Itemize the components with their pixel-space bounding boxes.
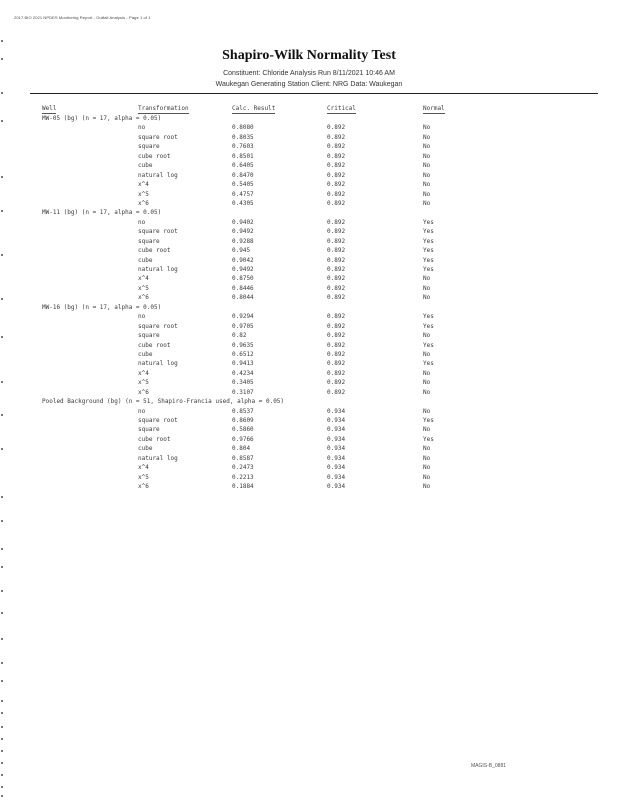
normal-cell: Yes	[423, 218, 434, 226]
table-row	[0, 274, 618, 283]
calculated-cell: 0.7603	[232, 143, 254, 151]
calculated-cell: 0.9635	[232, 341, 254, 349]
transformation-cell: x^5	[138, 190, 149, 198]
calculated-cell: 0.4757	[232, 190, 254, 198]
table-row	[0, 359, 618, 368]
critical-cell: 0.892	[327, 171, 346, 179]
calculated-cell: 0.1884	[232, 483, 254, 491]
calculated-cell: 0.8044	[232, 294, 254, 302]
table-row	[0, 369, 618, 378]
calculated-cell: 0.5405	[232, 181, 254, 189]
running-header: 2017 BIO 2021 NPDES Monitoring Report - Outfall Analysis - Page 1 of 1	[14, 15, 151, 20]
critical-cell: 0.892	[327, 124, 346, 132]
calculated-cell: 0.9042	[232, 256, 254, 264]
table-row	[0, 454, 618, 463]
critical-cell: 0.934	[327, 435, 346, 443]
calculated-cell: 0.3107	[232, 388, 254, 396]
critical-cell: 0.892	[327, 322, 346, 330]
calculated-cell: 0.9766	[232, 435, 254, 443]
well-group-label: MW-05 (bg) (n = 17, alpha = 0.05)	[42, 115, 162, 122]
table-row	[0, 256, 618, 265]
critical-cell: 0.934	[327, 454, 346, 462]
transformation-cell: no	[138, 313, 146, 321]
normal-cell: No	[423, 124, 431, 132]
transformation-cell: x^4	[138, 464, 149, 472]
critical-cell: 0.892	[327, 388, 346, 396]
critical-cell: 0.934	[327, 464, 346, 472]
normal-cell: Yes	[423, 313, 434, 321]
critical-cell: 0.892	[327, 294, 346, 302]
well-group-row	[0, 397, 618, 406]
table-row	[0, 133, 618, 142]
critical-cell: 0.892	[327, 266, 346, 273]
critical-cell: 0.892	[327, 360, 346, 368]
well-group-label: MW-11 (bg) (n = 17, alpha = 0.05)	[42, 209, 162, 217]
calculated-cell: 0.4305	[232, 199, 254, 207]
critical-cell: 0.892	[327, 350, 346, 358]
critical-cell: 0.934	[327, 426, 346, 434]
table-row	[0, 407, 618, 416]
critical-cell: 0.892	[327, 152, 346, 160]
critical-cell: 0.892	[327, 369, 346, 377]
critical-cell: 0.892	[327, 379, 346, 387]
critical-cell: 0.892	[327, 256, 346, 264]
report-title: Shapiro-Wilk Normality Test	[222, 48, 396, 63]
calculated-cell: 0.9294	[232, 313, 254, 321]
table-row	[0, 473, 618, 482]
normal-cell: No	[423, 171, 431, 179]
critical-cell: 0.892	[327, 181, 346, 189]
table-row	[0, 331, 618, 340]
transformation-cell: cube root	[138, 152, 171, 160]
calculated-cell: 0.804	[232, 445, 251, 453]
critical-cell: 0.892	[327, 228, 346, 236]
well-group-row	[0, 114, 618, 123]
critical-cell: 0.892	[327, 313, 346, 321]
transformation-cell: natural log	[138, 454, 178, 462]
normal-cell: No	[423, 379, 431, 387]
table-row	[0, 246, 618, 255]
table-header	[0, 104, 618, 114]
transformation-cell: no	[138, 124, 146, 132]
table-row	[0, 161, 618, 170]
transformation-cell: x^5	[138, 379, 149, 387]
normal-cell: Yes	[423, 247, 434, 255]
transformation-cell: natural log	[138, 266, 178, 273]
transformation-cell: x^5	[138, 284, 149, 292]
critical-cell: 0.934	[327, 445, 346, 453]
report-subtitle-site: Waukegan Generating Station Client: NRG Data: Waukegan	[215, 81, 403, 88]
critical-cell: 0.934	[327, 473, 346, 481]
calculated-cell: 0.6405	[232, 162, 254, 170]
calculated-cell: 0.9402	[232, 218, 254, 226]
normal-cell: No	[423, 162, 431, 170]
well-group-row	[0, 208, 618, 217]
column-header-transformation: Transformation	[138, 105, 189, 112]
normal-cell: No	[423, 181, 431, 189]
normal-cell: Yes	[423, 341, 434, 349]
calculated-cell: 0.2473	[232, 464, 254, 472]
critical-cell: 0.892	[327, 237, 346, 245]
table-row	[0, 312, 618, 321]
critical-cell: 0.892	[327, 190, 346, 198]
calculated-cell: 0.9288	[232, 237, 254, 245]
normal-cell: No	[423, 483, 431, 491]
transformation-cell: no	[138, 218, 146, 226]
table-row	[0, 444, 618, 453]
table-row	[0, 265, 618, 274]
calculated-cell: 0.9492	[232, 266, 254, 273]
calculated-cell: 0.8750	[232, 275, 254, 283]
table-row	[0, 152, 618, 161]
well-group-row	[0, 303, 618, 312]
calculated-cell: 0.9413	[232, 360, 254, 368]
transformation-cell: x^6	[138, 199, 149, 207]
well-group-label: MW-16 (bg) (n = 17, alpha = 0.05)	[42, 303, 162, 311]
calculated-cell: 0.8587	[232, 454, 254, 462]
critical-cell: 0.892	[327, 143, 346, 151]
transformation-cell: square	[138, 426, 160, 434]
transformation-cell: x^4	[138, 275, 149, 283]
normal-cell: No	[423, 473, 431, 481]
normal-cell: No	[423, 445, 431, 453]
calculated-cell: 0.8446	[232, 284, 254, 292]
normal-cell: Yes	[423, 228, 434, 236]
normal-cell: Yes	[423, 435, 434, 443]
normal-cell: No	[423, 407, 431, 415]
transformation-cell: square root	[138, 228, 178, 236]
table-row	[0, 322, 618, 331]
transformation-cell: square root	[138, 417, 178, 424]
results-table	[0, 104, 618, 492]
calculated-cell: 0.3405	[232, 379, 254, 387]
transformation-cell: x^4	[138, 181, 149, 189]
transformation-cell: no	[138, 407, 146, 415]
normal-cell: No	[423, 284, 431, 292]
critical-cell: 0.892	[327, 341, 346, 349]
table-row	[0, 341, 618, 350]
calculated-cell: 0.9492	[232, 228, 254, 236]
normal-cell: No	[423, 199, 431, 207]
normal-cell: Yes	[423, 256, 434, 264]
critical-cell: 0.892	[327, 284, 346, 292]
table-row	[0, 425, 618, 434]
page-stamp: MAGIS-B_0881	[471, 763, 507, 769]
normal-cell: No	[423, 454, 431, 462]
table-row	[0, 293, 618, 302]
column-header-normal: Normal	[423, 105, 445, 112]
calculated-cell: 0.8080	[232, 124, 254, 132]
transformation-cell: x^5	[138, 473, 149, 481]
critical-cell: 0.934	[327, 417, 346, 424]
transformation-cell: square	[138, 237, 160, 245]
transformation-cell: x^6	[138, 294, 149, 302]
calculated-cell: 0.8609	[232, 417, 254, 424]
calculated-cell: 0.6512	[232, 350, 254, 358]
column-header-well: Well	[42, 105, 57, 112]
table-row	[0, 142, 618, 151]
calculated-cell: 0.82	[232, 332, 247, 340]
table-row	[0, 435, 618, 444]
normal-cell: No	[423, 143, 431, 151]
table-row	[0, 388, 618, 397]
normal-cell: No	[423, 332, 431, 340]
table-row	[0, 171, 618, 180]
transformation-cell: cube	[138, 445, 153, 453]
calculated-cell: 0.2213	[232, 473, 254, 481]
table-row	[0, 190, 618, 199]
table-row	[0, 199, 618, 208]
table-row	[0, 350, 618, 359]
normal-cell: Yes	[423, 237, 434, 245]
critical-cell: 0.892	[327, 247, 346, 255]
calculated-cell: 0.8470	[232, 171, 254, 179]
transformation-cell: x^4	[138, 369, 149, 377]
normal-cell: No	[423, 350, 431, 358]
transformation-cell: square	[138, 332, 160, 340]
calculated-cell: 0.9705	[232, 322, 254, 330]
normal-cell: Yes	[423, 417, 434, 424]
table-row	[0, 378, 618, 387]
normal-cell: No	[423, 133, 431, 141]
header-rule	[30, 93, 598, 94]
transformation-cell: natural log	[138, 360, 178, 368]
calculated-cell: 0.8035	[232, 133, 254, 141]
normal-cell: Yes	[423, 322, 434, 330]
calculated-cell: 0.8537	[232, 407, 254, 415]
table-row	[0, 416, 618, 425]
table-row	[0, 123, 618, 132]
critical-cell: 0.934	[327, 407, 346, 415]
table-row	[0, 482, 618, 491]
normal-cell: Yes	[423, 360, 434, 368]
normal-cell: No	[423, 275, 431, 283]
transformation-cell: cube root	[138, 247, 171, 255]
critical-cell: 0.934	[327, 483, 346, 491]
transformation-cell: cube root	[138, 435, 171, 443]
critical-cell: 0.892	[327, 162, 346, 170]
transformation-cell: square root	[138, 133, 178, 141]
normal-cell: Yes	[423, 266, 434, 273]
critical-cell: 0.892	[327, 332, 346, 340]
transformation-cell: cube	[138, 256, 153, 264]
table-row	[0, 218, 618, 227]
critical-cell: 0.892	[327, 199, 346, 207]
transformation-cell: x^6	[138, 483, 149, 491]
transformation-cell: square root	[138, 322, 178, 330]
table-row	[0, 237, 618, 246]
normal-cell: No	[423, 294, 431, 302]
critical-cell: 0.892	[327, 133, 346, 141]
transformation-cell: square	[138, 143, 160, 151]
normal-cell: No	[423, 464, 431, 472]
normal-cell: No	[423, 190, 431, 198]
calculated-cell: 0.5860	[232, 426, 254, 434]
transformation-cell: cube	[138, 350, 153, 358]
report-subtitle-constituent: Constituent: Chloride Analysis Run 8/11/2021 10:46 AM	[223, 70, 395, 77]
calculated-cell: 0.945	[232, 247, 251, 255]
calculated-cell: 0.4234	[232, 369, 254, 377]
transformation-cell: natural log	[138, 171, 178, 179]
normal-cell: No	[423, 388, 431, 396]
table-row	[0, 180, 618, 189]
column-header-calculated: Calc. Result	[232, 105, 276, 112]
table-row	[0, 463, 618, 472]
transformation-cell: cube	[138, 162, 153, 170]
critical-cell: 0.892	[327, 275, 346, 283]
normal-cell: No	[423, 426, 431, 434]
calculated-cell: 0.8501	[232, 152, 254, 160]
table-row	[0, 227, 618, 236]
normal-cell: No	[423, 152, 431, 160]
transformation-cell: cube root	[138, 341, 171, 349]
transformation-cell: x^6	[138, 388, 149, 396]
column-header-critical: Critical	[327, 105, 356, 112]
well-group-label: Pooled Background (bg) (n = 51, Shapiro-Francia used, alpha = 0.05)	[42, 398, 285, 406]
normal-cell: No	[423, 369, 431, 377]
table-row	[0, 284, 618, 293]
critical-cell: 0.892	[327, 218, 346, 226]
